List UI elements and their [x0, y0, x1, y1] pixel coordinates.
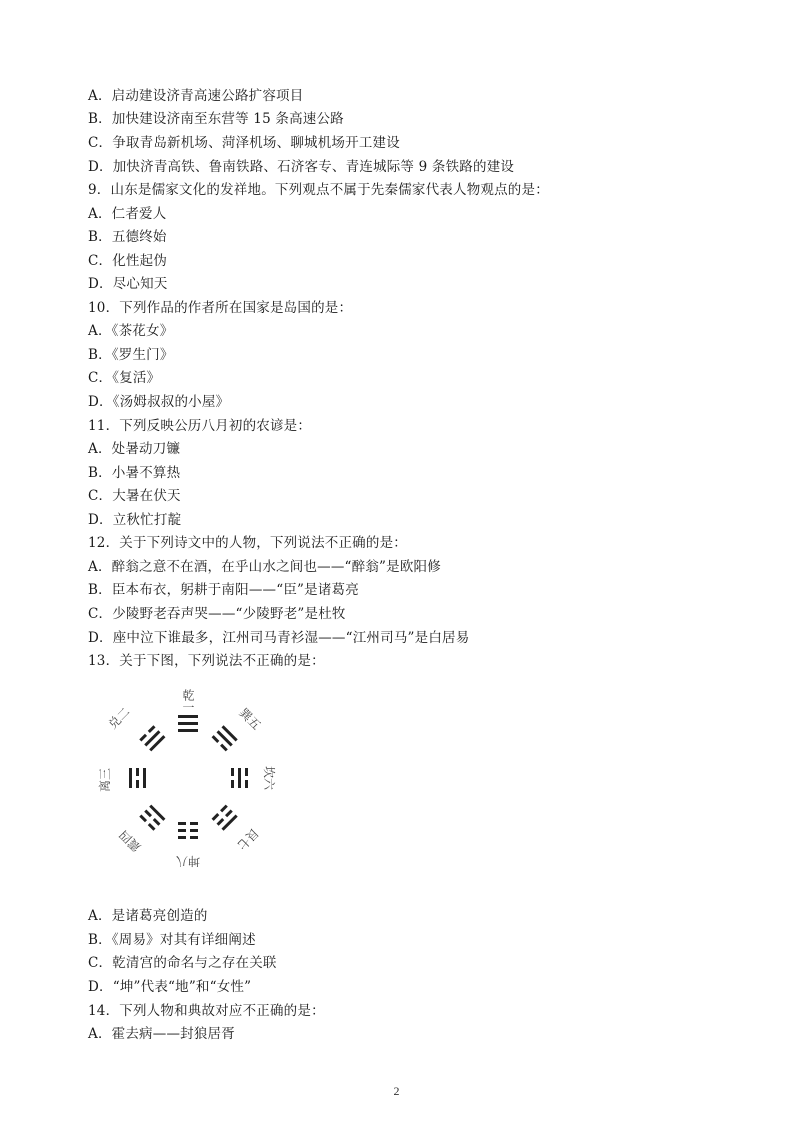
option-13b: B．《周易》对其有详细阐述	[88, 932, 256, 948]
trigram-zhen	[139, 805, 165, 831]
trigram-dui	[139, 725, 165, 751]
option-8b: B．加快建设济南至东营等 15 条高速公路	[88, 111, 344, 127]
option-12b: B．臣本布衣，躬耕于南阳——“臣”是诸葛亮	[88, 582, 359, 598]
question-11: 11．下列反映公历八月初的农谚是：	[88, 418, 312, 434]
label-li: 离三	[98, 767, 112, 793]
trigram-qian	[178, 715, 198, 732]
bagua-figure	[92, 683, 312, 883]
trigram-xun	[212, 725, 238, 751]
option-13d: D．“坤”代表“地”和“女性”	[88, 979, 252, 995]
option-12d: D．座中泣下谁最多，江州司马青衫湿——“江州司马”是白居易	[88, 630, 470, 646]
option-11b: B．小暑不算热	[88, 465, 181, 481]
trigram-li	[129, 768, 146, 788]
option-9c: C．化性起伪	[88, 253, 168, 269]
option-11a: A．处暑动刀镰	[88, 441, 181, 457]
option-10c: C．《复活》	[88, 370, 161, 386]
question-12: 12．关于下列诗文中的人物，下列说法不正确的是：	[88, 535, 407, 551]
question-13: 13．关于下图，下列说法不正确的是：	[88, 653, 325, 669]
option-12c: C．少陵野老吞声哭——“少陵野老”是杜牧	[88, 606, 346, 622]
option-10b: B．《罗生门》	[88, 347, 174, 363]
option-11d: D．立秋忙打靛	[88, 512, 182, 528]
label-dui: 兑二	[105, 704, 133, 732]
option-10d: D．《汤姆叔叔的小屋》	[88, 394, 230, 410]
option-8d: D．加快济青高铁、鲁南铁路、石济客专、青连城际等 9 条铁路的建设	[88, 159, 515, 175]
trigram-kun	[178, 822, 198, 839]
question-9: 9．山东是儒家文化的发祥地。下列观点不属于先秦儒家代表人物观点的是：	[88, 182, 549, 198]
option-11c: C．大暑在伏天	[88, 488, 181, 504]
label-kun: 坤八	[175, 854, 201, 868]
option-10a: A．《茶花女》	[88, 323, 174, 339]
option-12a: A．醉翁之意不在酒，在乎山水之间也——“醉翁”是欧阳修	[88, 559, 441, 575]
label-qian: 乾一	[181, 689, 195, 713]
option-8c: C．争取青岛新机场、菏泽机场、聊城机场开工建设	[88, 135, 400, 151]
option-8a: A．启动建设济青高速公路扩容项目	[88, 88, 304, 104]
label-gen: 艮七	[234, 825, 262, 853]
label-zhen: 震四	[116, 827, 144, 855]
page-number: 2	[393, 1084, 400, 1098]
bagua-diagram	[92, 683, 312, 883]
question-10: 10．下列作品的作者所在国家是岛国的是：	[88, 300, 353, 316]
question-14: 14．下列人物和典故对应不正确的是：	[88, 1003, 325, 1019]
option-13c: C．乾清宫的命名与之存在关联	[88, 955, 277, 971]
option-9b: B．五德终始	[88, 229, 167, 245]
option-13a: A．是诸葛亮创造的	[88, 908, 208, 924]
label-xun: 巽五	[236, 705, 264, 733]
trigram-kan	[231, 768, 248, 788]
option-9a: A．仁者爱人	[88, 206, 167, 222]
option-14a: A．霍去病——封狼居胥	[88, 1026, 235, 1042]
option-9d: D．尽心知天	[88, 276, 168, 292]
label-kan: 坎六	[262, 765, 276, 791]
trigram-gen	[212, 805, 238, 831]
